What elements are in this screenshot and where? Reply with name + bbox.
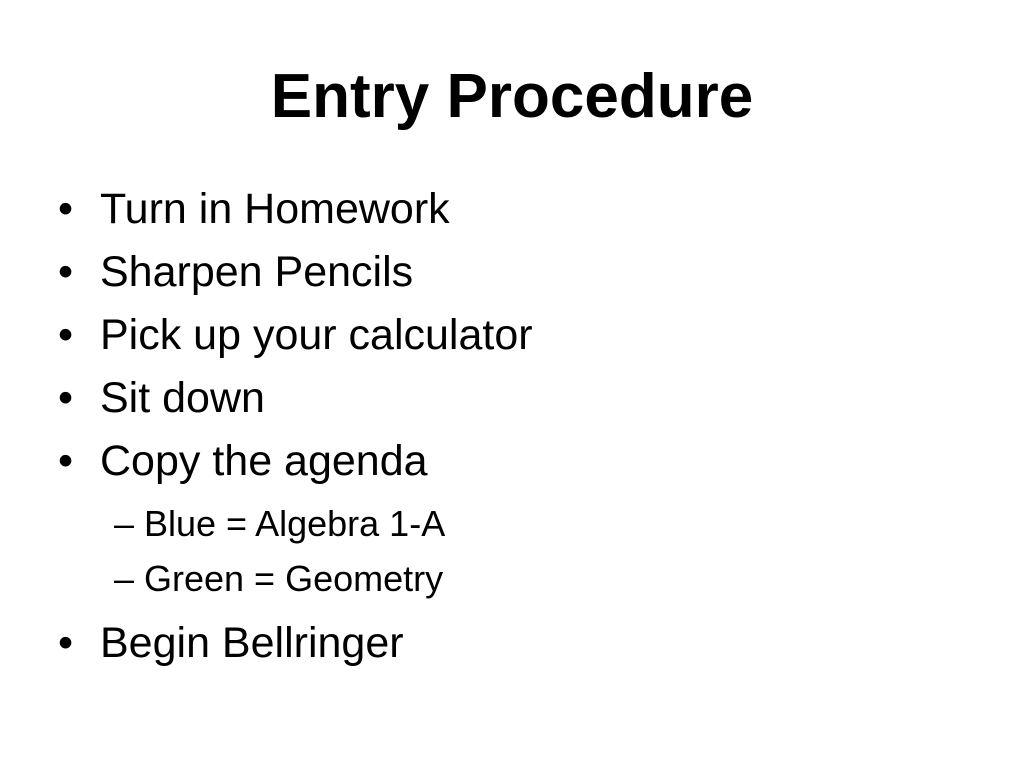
list-item	[58, 430, 958, 493]
sub-list	[58, 496, 958, 606]
list-item	[58, 178, 958, 241]
sub-list-item	[58, 496, 958, 551]
bullet-list	[58, 178, 958, 675]
bullet-icon: •	[58, 437, 74, 485]
list-item	[58, 612, 958, 675]
list-item-text: Sit down	[100, 374, 265, 422]
list-item-text: Copy the agenda	[100, 437, 428, 485]
list-item-text: Sharpen Pencils	[100, 248, 414, 296]
bullet-icon: •	[58, 311, 74, 359]
list-item-text: Pick up your calculator	[100, 311, 533, 359]
list-item-text: Turn in Homework	[100, 185, 450, 233]
slide-title: Entry Procedure	[270, 62, 754, 131]
list-item	[58, 367, 958, 430]
list-item	[58, 241, 958, 304]
list-item-text: Begin Bellringer	[100, 619, 404, 667]
sub-list-item-text: Blue = Algebra 1-A	[144, 503, 446, 544]
sub-list-container	[58, 493, 958, 612]
dash-icon: –	[114, 558, 135, 599]
list-item	[58, 304, 958, 367]
bullet-icon: •	[58, 248, 74, 296]
dash-icon: –	[114, 503, 135, 544]
bullet-icon: •	[58, 619, 74, 667]
sub-list-item	[58, 551, 958, 606]
bullet-icon: •	[58, 374, 74, 422]
bullet-icon: •	[58, 185, 74, 233]
sub-list-item-text: Green = Geometry	[144, 558, 444, 599]
